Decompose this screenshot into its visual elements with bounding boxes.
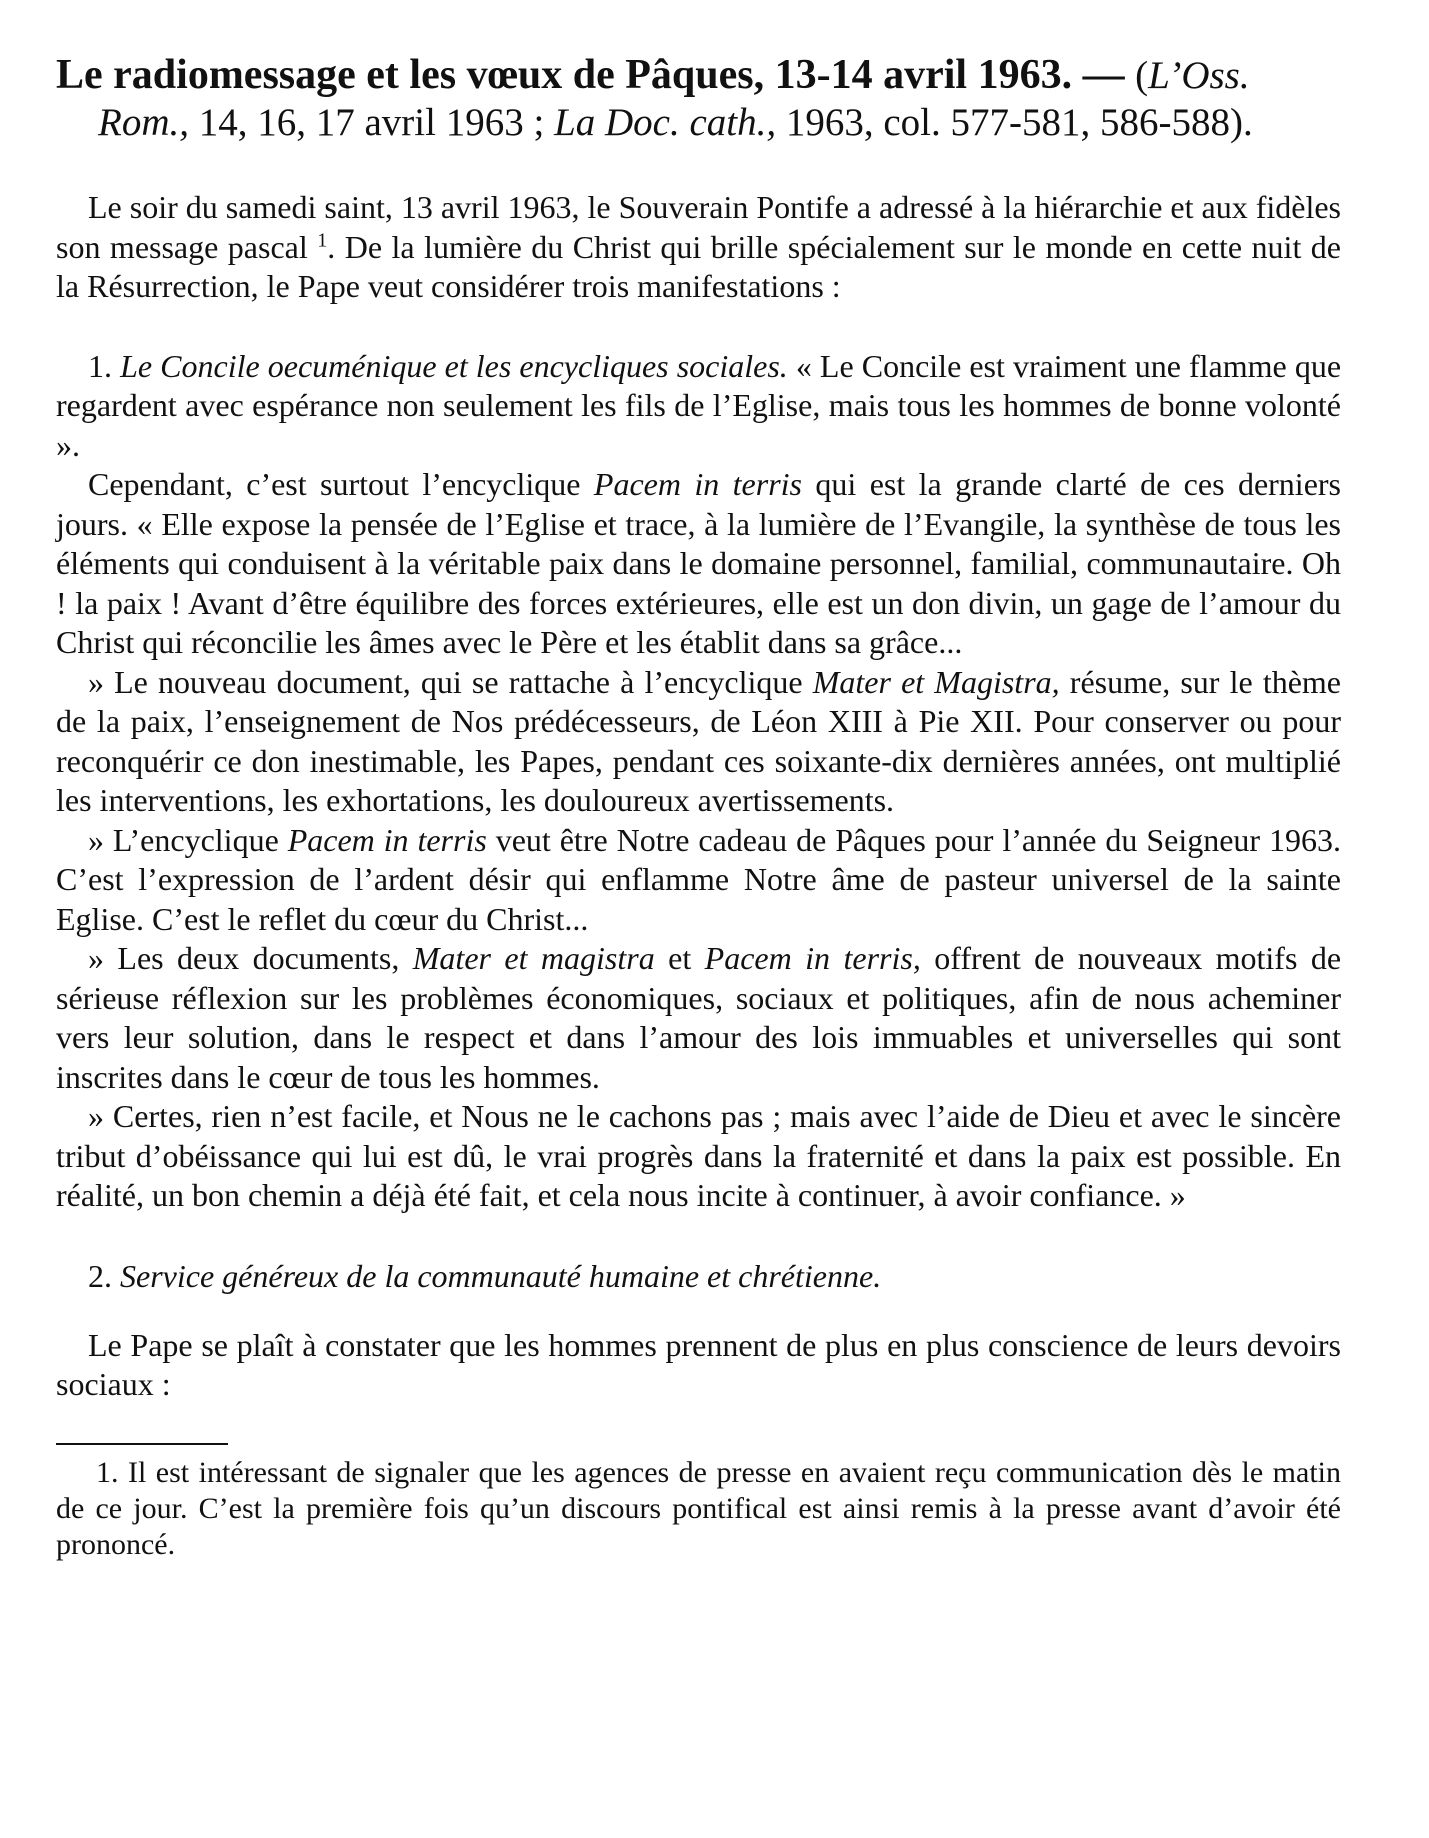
source-osservatore: L’Oss. Rom., — [98, 54, 1250, 144]
section-2-heading — [56, 1256, 1341, 1296]
ref-open: ( — [1135, 54, 1149, 97]
document-page — [56, 52, 1341, 1563]
para5-text-b: et — [654, 940, 705, 976]
section-1-number: 1. — [88, 347, 121, 384]
para2-text-b: qui est la grande clarté de ces derniers jours. « Elle expose la pensée de l’Eglise et trace, à la lumière de l’Evangile, la synthèse de tous les éléments qui conduisent à la véritable paix dans le domaine personnel, familial, communautaire. Oh ! la paix ! Avant d’être équilibre des forces extérieures, elle est un don divin, un gage de l’amour du Christ qui réconcilie les âmes avec le Père et les établit dans sa grâce... — [56, 466, 1342, 660]
section-1-title: Le Concile oecuménique et les encycliques sociales. — [120, 347, 788, 384]
para3-text-b: résume, sur le thème de la paix, l’enseignement de Nos prédécesseurs, de Léon XIII à Pie XII. Pour conserver ou pour reconquérir ce don inestimable, les Papes, pendant ces soixante-dix dernières années, ont multiplié les interventions, les exhortations, les douloureux avertissements. — [56, 663, 1342, 818]
paragraph-certes: » Certes, rien n’est facile, et Nous ne le cachons pas ; mais avec l’aide de Dieu et avec le sincère tribut d’obéissance qui lui est dû, le vrai progrès dans la fraternité et dans la paix est possible. En réalité, un bon chemin a déjà été fait, et cela nous incite à continuer, à avoir confiance. » — [56, 1098, 1341, 1213]
ref-columns: 1963, col. 577-581, 586-588). — [776, 101, 1253, 144]
para4-text-a: » L’encyclique — [88, 821, 288, 858]
heading-title: Le radiomessage et les vœux de Pâques, 13-14 avril 1963. — — [56, 52, 1125, 98]
intro-paragraph — [56, 188, 1341, 307]
document-heading — [56, 52, 1341, 146]
paragraph-nouveau-document — [56, 663, 1341, 821]
para5-text-a: » Les deux documents, — [88, 940, 413, 976]
intro-text-a: Le soir du samedi saint, 13 avril 1963, le Souverain Pontife a adressé à la hiérarchie et aux fidèles son message pascal — [56, 189, 1341, 265]
section-1-paragraph — [56, 347, 1341, 466]
section-2-number: 2. — [88, 1257, 120, 1294]
para3-italic: Mater et Magistra, — [812, 663, 1060, 700]
para2-italic: Pacem in terris — [593, 466, 803, 502]
para4-italic: Pacem in terris — [287, 821, 487, 858]
footnote-1: 1. Il est intéressant de signaler que les agences de presse en avaient reçu communication dès le matin de ce jour. C’est la première fois qu’un discours pontifical est ainsi remis à la presse avant d’avoir été prononcé. — [56, 1455, 1341, 1561]
para5-italic-a: Mater et magistra — [412, 940, 655, 976]
paragraph-devoirs-sociaux: Le Pape se plaît à constater que les hommes prennent de plus en plus conscience de leurs devoirs sociaux : — [56, 1326, 1341, 1402]
para3-text-a: » Le nouveau document, qui se rattache à l’encyclique — [88, 663, 813, 700]
source-doc-cath: La Doc. cath., — [554, 101, 777, 144]
paragraph-deux-documents — [56, 939, 1341, 1097]
section-1-text: « Le Concile est vraiment une flamme que regardent avec espérance non seulement les fils de l’Eglise, mais tous les hommes de bonne volonté ». — [56, 347, 1342, 463]
paragraph-pacem — [56, 465, 1341, 663]
intro-text-b: . De la lumière du Christ qui brille spécialement sur le monde en cette nuit de la Résurrection, le Pape veut considérer trois manifestations : — [56, 228, 1342, 304]
ref-dates: 14, 16, 17 avril 1963 ; — [189, 101, 555, 144]
footnote-marker: 1 — [317, 228, 328, 251]
para2-text-a: Cependant, c’est surtout l’encyclique — [88, 466, 594, 502]
para5-text-c: offrent de nouveaux motifs de sérieuse réflexion sur les problèmes économiques, sociaux et politiques, afin de nous acheminer vers leur solution, dans le respect et dans l’amour des lois immuables et universelles qui sont inscrites dans le cœur de tous les hommes. — [56, 940, 1342, 1095]
para5-italic-b: Pacem in terris, — [704, 940, 921, 976]
paragraph-cadeau — [56, 821, 1341, 940]
section-2-title: Service généreux de la communauté humaine et chrétienne. — [120, 1257, 882, 1294]
para4-text-b: veut être Notre cadeau de Pâques pour l’année du Seigneur 1963. C’est l’expression de l’ardent désir qui enflamme Notre âme de pasteur universel de la sainte Eglise. C’est le reflet du cœur du Christ... — [56, 821, 1342, 937]
